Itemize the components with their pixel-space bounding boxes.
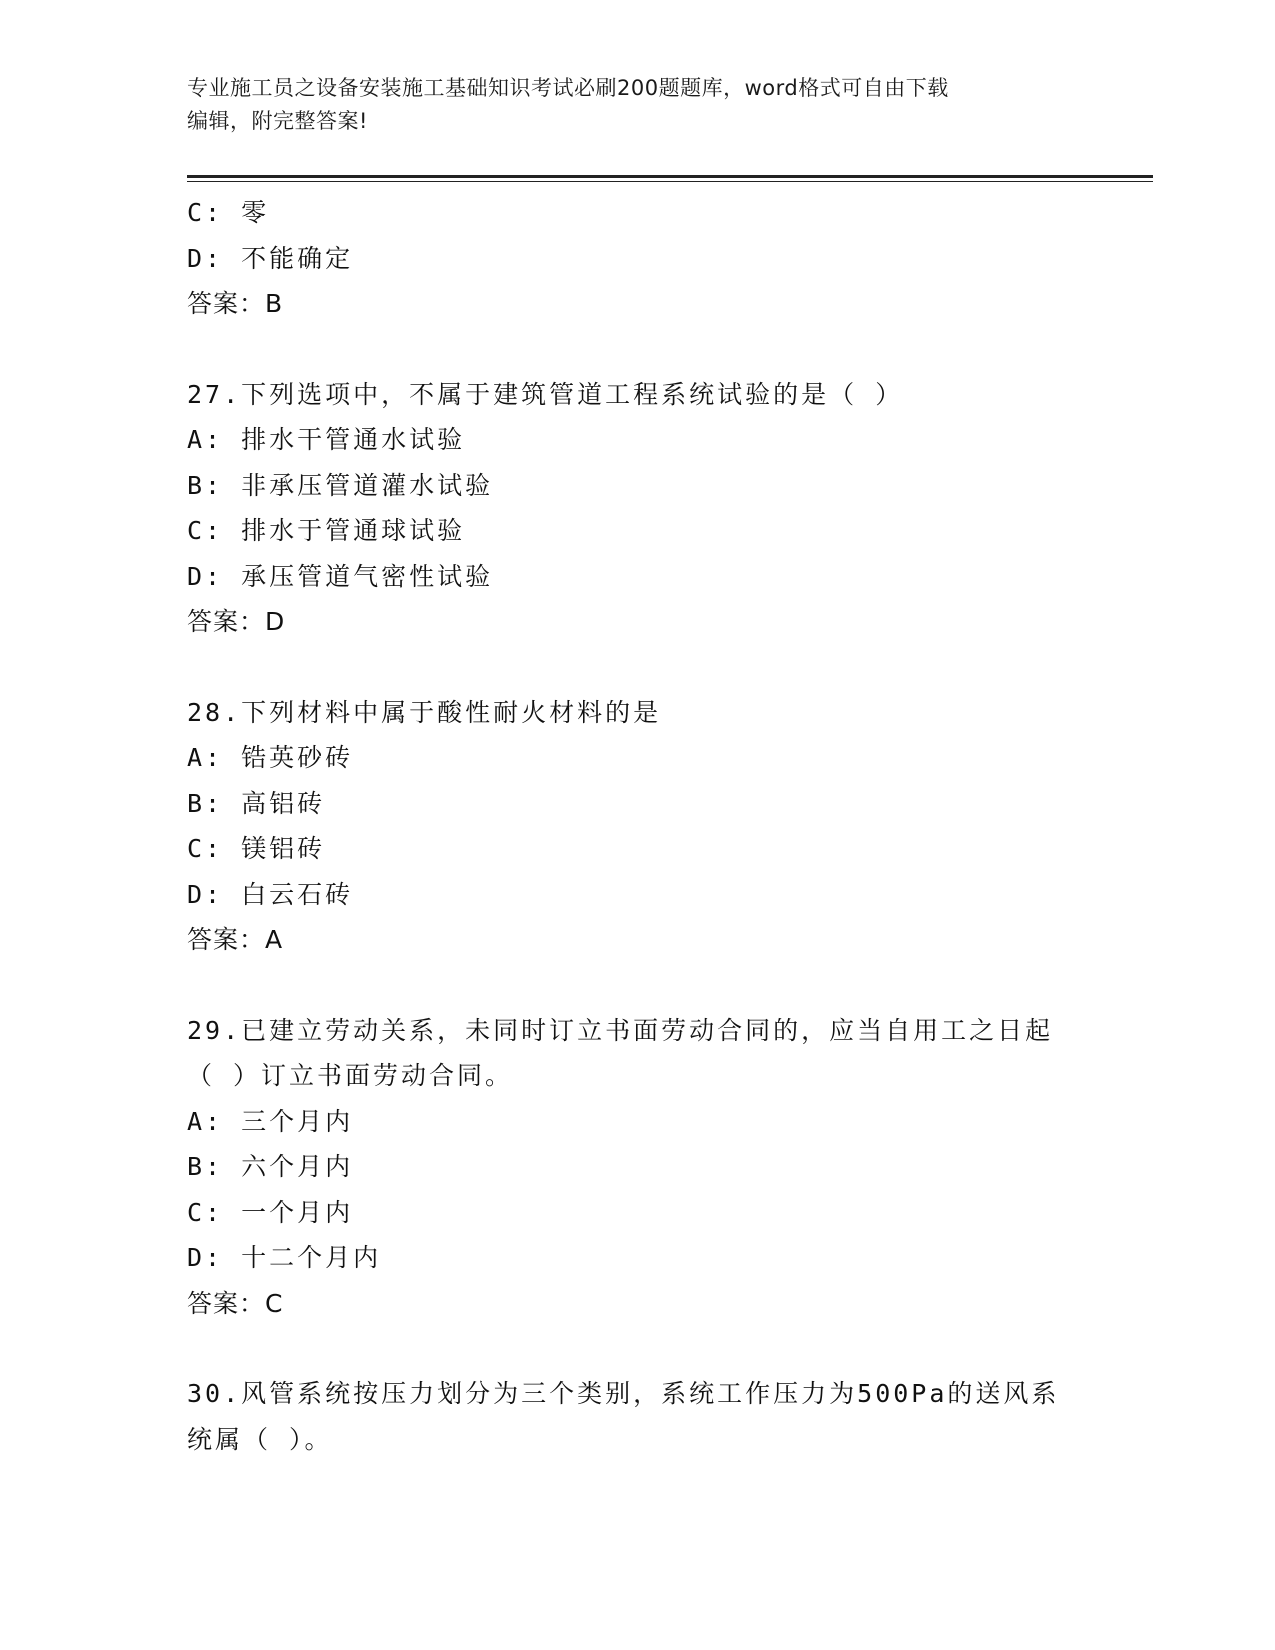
question-28 (187, 690, 1087, 963)
option-c: C: 一个月内 (187, 1197, 354, 1227)
question-stem-continued: 统属（ ）。 (187, 1424, 333, 1454)
answer-line: 答案：C (187, 1288, 284, 1318)
question-stem: 29.已建立劳动关系，未同时订立书面劳动合同的，应当自用工之日起 (187, 1015, 1054, 1045)
document-body (187, 190, 1087, 1462)
header-title-line-1: 专业施工员之设备安装施工基础知识考试必刷200题题库，word格式可自由下载 (187, 76, 949, 100)
question-stem: 28.下列材料中属于酸性耐火材料的是 (187, 697, 662, 727)
option-a: A: 锆英砂砖 (187, 743, 354, 772)
option-a: A: 排水干管通水试验 (187, 425, 466, 454)
question-stem-continued: （ ）订立书面劳动合同。 (187, 1061, 514, 1090)
option-d: D: 白云石砖 (187, 879, 354, 909)
answer-line: 答案：B (187, 289, 284, 318)
answer-line: 答案：D (187, 607, 286, 636)
option-c: C: 镁铝砖 (187, 834, 326, 863)
question-stem: 27.下列选项中，不属于建筑管道工程系统试验的是（ ） (187, 379, 904, 409)
question-30 (187, 1371, 1087, 1462)
header-title-line-2: 编辑，附完整答案! (187, 109, 368, 133)
option-b: B: 六个月内 (187, 1152, 354, 1181)
header-rule-thin (187, 181, 1153, 182)
option-c: C: 零 (187, 198, 270, 227)
question-29 (187, 1008, 1087, 1327)
option-c: C: 排水于管通球试验 (187, 516, 466, 545)
option-d: D: 不能确定 (187, 243, 354, 273)
answer-line: 答案：A (187, 925, 284, 954)
option-a: A: 三个月内 (187, 1106, 354, 1136)
option-d: D: 十二个月内 (187, 1243, 382, 1272)
option-b: B: 非承压管道灌水试验 (187, 470, 494, 500)
header-rule-thick (187, 175, 1153, 178)
document-header (187, 72, 1087, 138)
option-d: D: 承压管道气密性试验 (187, 561, 494, 591)
question-27 (187, 372, 1087, 645)
option-b: B: 高铝砖 (187, 788, 326, 818)
question-26-tail (187, 190, 1087, 327)
question-stem: 30.风管系统按压力划分为三个类别，系统工作压力为500Pa的送风系 (187, 1379, 1060, 1408)
